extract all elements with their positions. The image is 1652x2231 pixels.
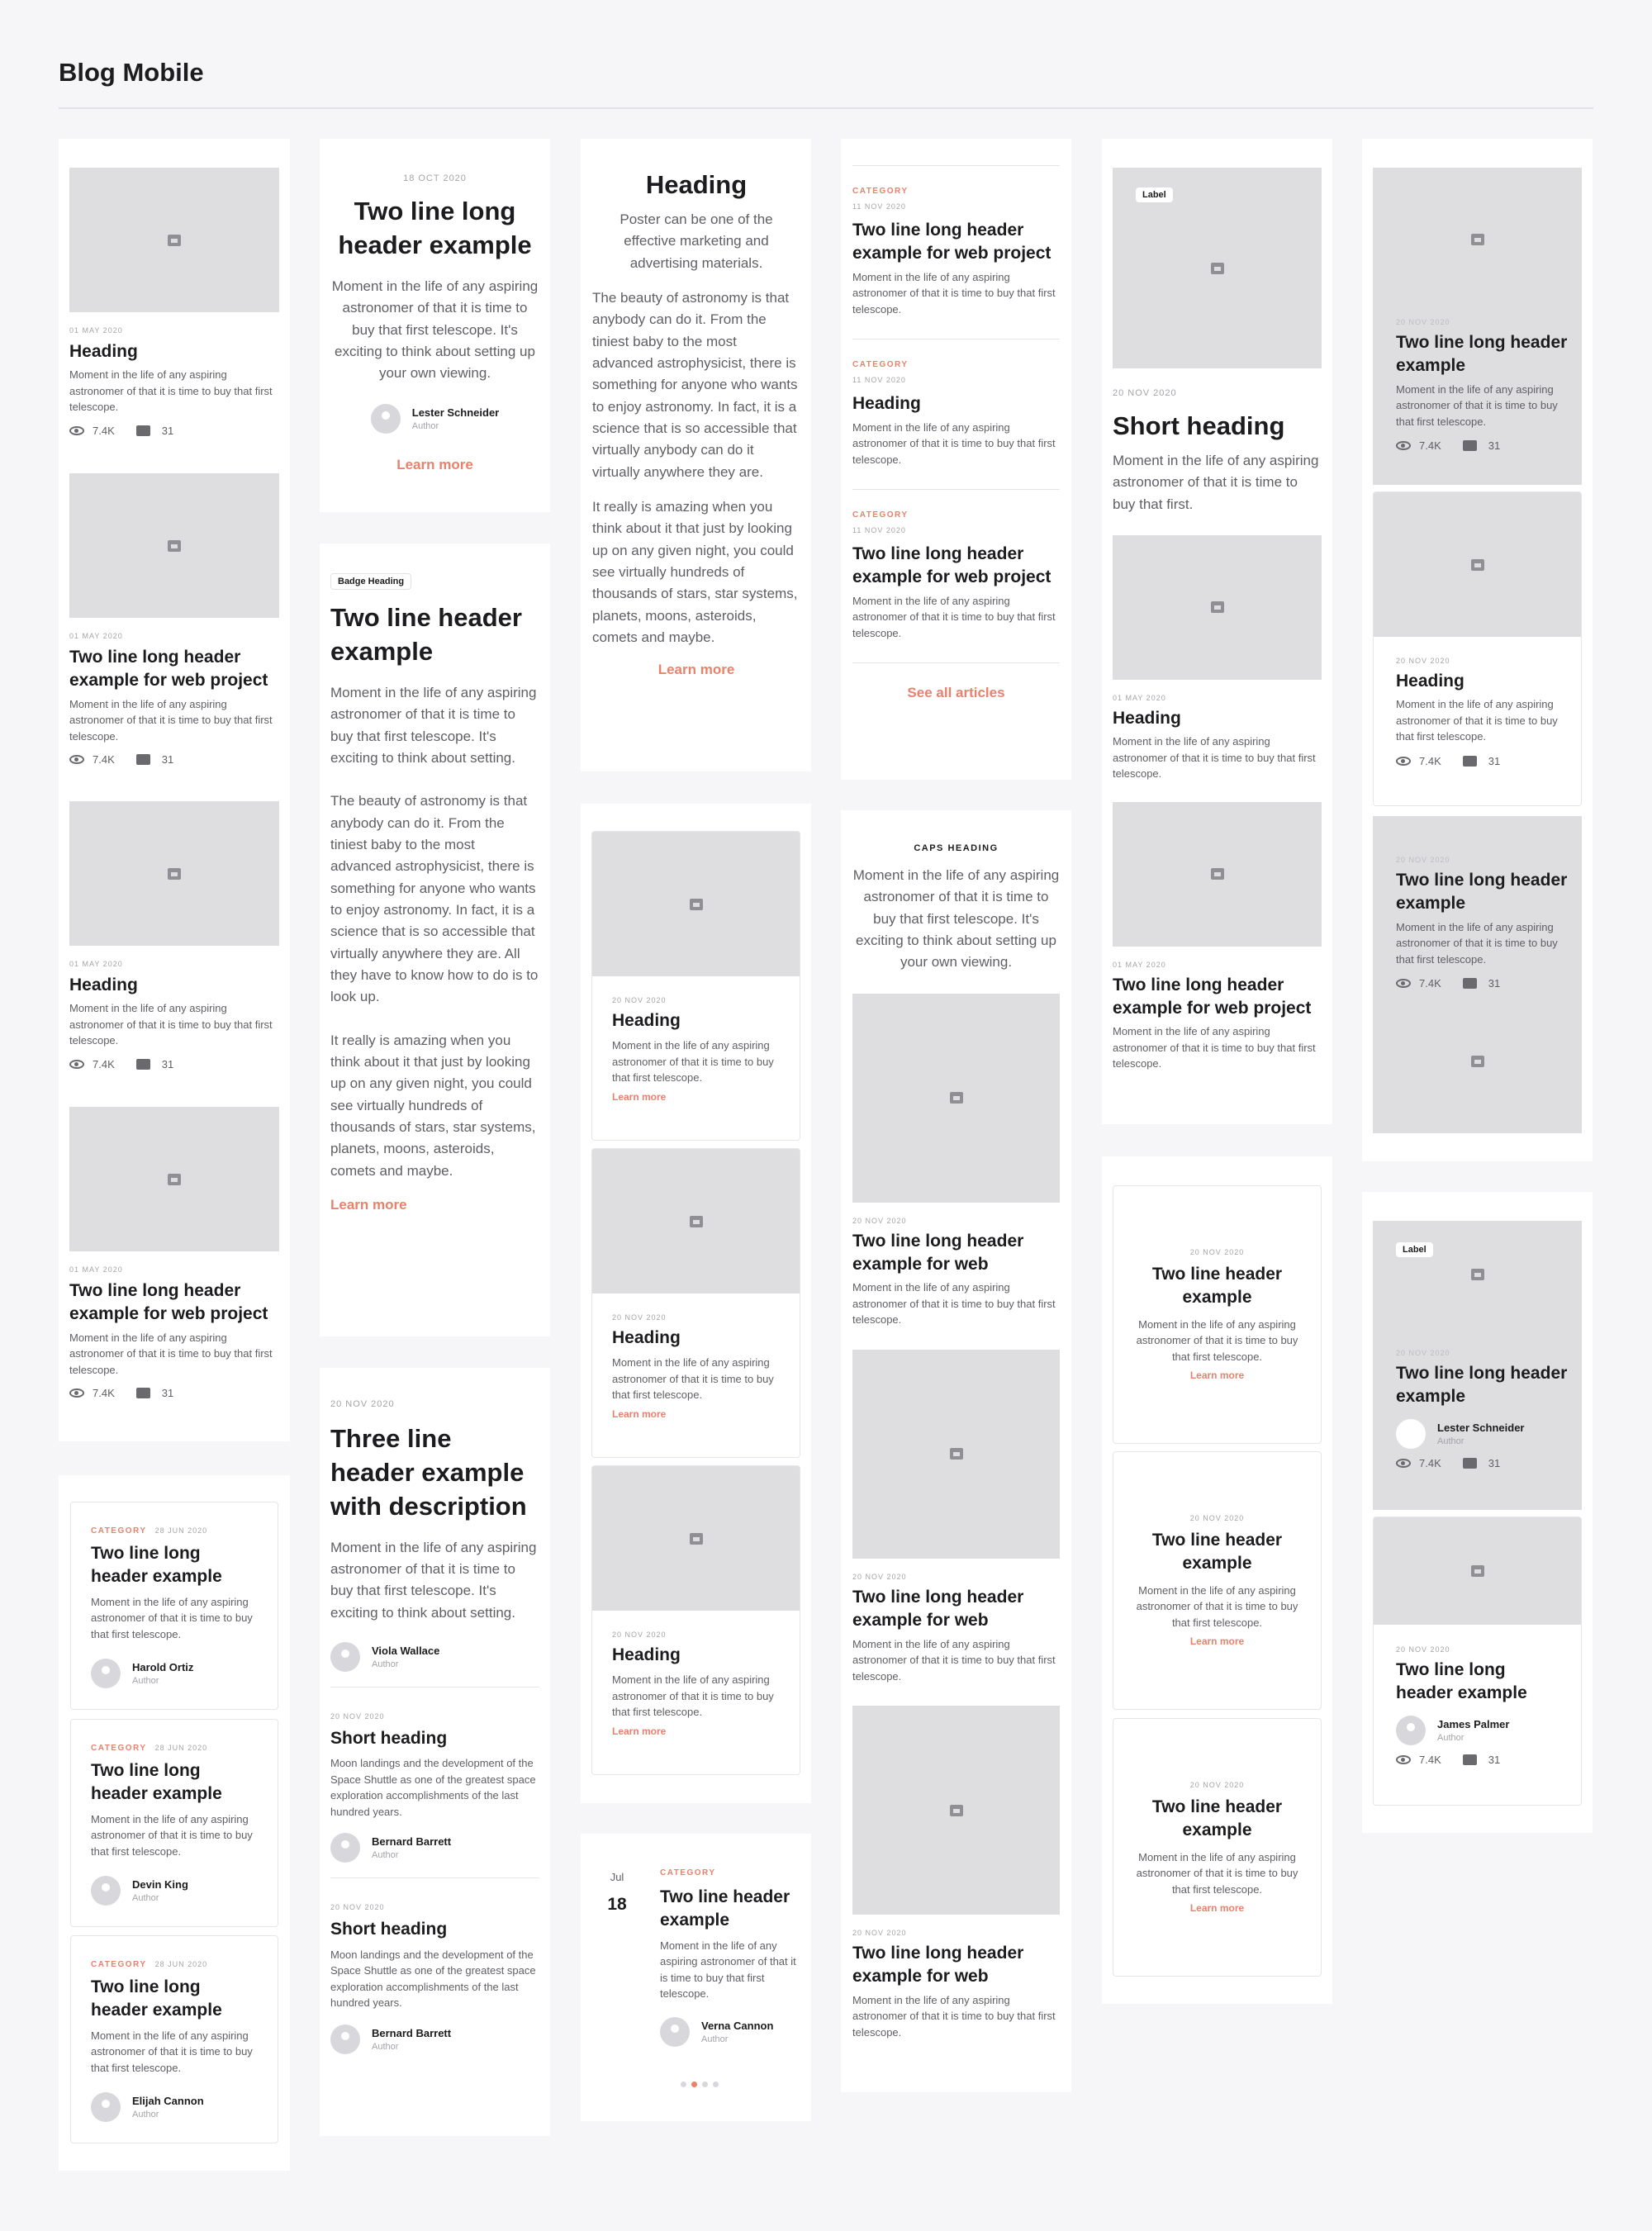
- image-label: Label: [1396, 1242, 1433, 1257]
- post-excerpt: Moment in the life of any aspiring astronomer of that it is time to buy that first telescope.: [852, 1281, 1056, 1327]
- post-title: Two line long header example for web project: [69, 648, 268, 691]
- category-label: CATEGORY: [91, 1526, 147, 1536]
- post-date: 20 NOV 2020: [1396, 318, 1450, 326]
- divider: [852, 165, 1060, 166]
- carousel-dot[interactable]: [713, 2081, 719, 2087]
- user-avatar-icon[interactable]: [1396, 1716, 1426, 1745]
- post-date: 20 NOV 2020: [1396, 856, 1450, 864]
- list-item[interactable]: [852, 994, 1060, 1328]
- user-avatar-icon[interactable]: [91, 1876, 121, 1906]
- caps-heading-card: [841, 810, 1071, 2092]
- author-name[interactable]: Harold Ortiz: [132, 1661, 194, 1674]
- post-date: 20 NOV 2020: [852, 1216, 907, 1225]
- post-date: 20 NOV 2020: [330, 1712, 385, 1721]
- post-date: 28 JUN 2020: [154, 1960, 208, 1968]
- divider: [852, 489, 1060, 490]
- calendar-post-card: [581, 1834, 811, 2121]
- post-title: Heading: [852, 394, 921, 414]
- learn-more-link[interactable]: Learn more: [657, 662, 735, 678]
- post-title: Two line long header example: [1396, 871, 1568, 914]
- comments-count: 31: [1488, 977, 1501, 990]
- author-role: Author: [1437, 1436, 1464, 1446]
- article-list-card: [320, 1368, 550, 2136]
- divider: [852, 662, 1060, 663]
- comment-icon[interactable]: [1463, 756, 1477, 767]
- image-placeholder-icon: [690, 899, 703, 910]
- image-placeholder-icon: [168, 868, 181, 880]
- post-date: 20 NOV 2020: [1396, 657, 1450, 665]
- post-title: Two line header example: [1151, 1531, 1283, 1574]
- views-count: 7.4K: [93, 753, 115, 767]
- eye-icon: [1396, 1459, 1411, 1468]
- views-count: 7.4K: [1419, 754, 1441, 767]
- list-item[interactable]: [1113, 1185, 1322, 1444]
- post-date: 20 NOV 2020: [852, 1572, 907, 1581]
- comment-icon[interactable]: [136, 1388, 150, 1398]
- post-title: Heading: [612, 1011, 681, 1030]
- list-item[interactable]: [1373, 168, 1582, 485]
- comments-count: 31: [1488, 1456, 1501, 1469]
- learn-more-link[interactable]: Learn more: [612, 1090, 667, 1103]
- views-count: 7.4K: [1419, 1753, 1441, 1766]
- post-date: 01 MAY 2020: [1113, 960, 1166, 969]
- badge-heading: Badge Heading: [330, 573, 411, 590]
- eye-icon: [1396, 979, 1411, 988]
- post-excerpt: Moment in the life of any aspiring astronomer of that it is time to buy that first telescope.: [69, 697, 273, 743]
- post-date: 11 NOV 2020: [852, 376, 906, 385]
- post-excerpt: Moment in the life of any aspiring astronomer of that it is time to buy that first telescope.: [1136, 1850, 1298, 1896]
- post-image: [592, 1149, 800, 1294]
- article-card: [320, 544, 550, 1336]
- post-date: 28 JUN 2020: [154, 1744, 208, 1752]
- list-item[interactable]: [69, 168, 279, 437]
- post-date: 18 OCT 2020: [403, 173, 467, 183]
- comment-icon[interactable]: [136, 425, 150, 436]
- post-date: 01 MAY 2020: [1113, 693, 1166, 702]
- list-item[interactable]: [69, 801, 279, 1070]
- author-role: Author: [701, 2034, 729, 2044]
- author-name[interactable]: Viola Wallace: [372, 1645, 440, 1658]
- post-date: 20 NOV 2020: [612, 1631, 667, 1639]
- post-date: 01 MAY 2020: [69, 960, 123, 968]
- post-excerpt: Moment in the life of any aspiring astronomer of that it is time to buy that first telescope.: [612, 1356, 774, 1402]
- comments-count: 31: [161, 424, 174, 437]
- category-label: CATEGORY: [660, 1868, 716, 1877]
- eye-icon: [69, 755, 84, 764]
- image-placeholder-icon: [1471, 234, 1484, 245]
- views-count: 7.4K: [93, 1387, 115, 1400]
- post-excerpt: Moment in the life of any aspiring astronomer of that it is time to buy that first telescope.: [1136, 1317, 1298, 1363]
- post-title: Two line header example: [1151, 1797, 1283, 1840]
- comments-count: 31: [161, 1057, 174, 1070]
- post-title: Two line long header example: [1396, 1660, 1527, 1703]
- list-item[interactable]: [852, 187, 1060, 317]
- post-excerpt: Moment in the life of any aspiring astronomer of that it is time to buy that first telescope.: [1113, 735, 1316, 781]
- learn-more-link[interactable]: Learn more: [1189, 1902, 1245, 1915]
- category-label: CATEGORY: [852, 187, 909, 196]
- image-placeholder-icon: [1211, 601, 1224, 613]
- comment-icon[interactable]: [1463, 978, 1477, 989]
- post-list-card: [581, 804, 811, 1803]
- list-item[interactable]: [591, 831, 800, 1141]
- post-image: [592, 832, 800, 976]
- post-title: Two line long header example: [1396, 1364, 1568, 1407]
- post-image: [1113, 535, 1322, 680]
- image-placeholder-icon: [1211, 263, 1224, 274]
- image-placeholder-icon: [950, 1805, 963, 1816]
- list-item[interactable]: [1373, 1517, 1582, 1806]
- list-item[interactable]: [70, 1935, 278, 2143]
- comments-count: 31: [161, 753, 174, 767]
- list-item[interactable]: [1373, 491, 1582, 806]
- post-date: 20 NOV 2020: [1113, 388, 1177, 398]
- post-excerpt: Moment in the life of any aspiring astronomer of that it is time to buy that first telescope.: [852, 1993, 1056, 2039]
- page-title: Blog Mobile: [59, 58, 204, 87]
- image-placeholder-icon: [1471, 559, 1484, 571]
- post-title: Two line long header example for web: [852, 1231, 1024, 1275]
- post-date: 20 NOV 2020: [1189, 1781, 1245, 1789]
- eye-icon: [1396, 441, 1411, 450]
- list-item[interactable]: [330, 1712, 539, 1863]
- post-excerpt: Moment in the life of any aspiring astronomer of that it is time to buy that first telescope.: [91, 2029, 253, 2074]
- comment-icon[interactable]: [136, 754, 150, 765]
- list-item[interactable]: [591, 1148, 800, 1458]
- author-name[interactable]: Devin King: [132, 1878, 188, 1892]
- comments-count: 31: [161, 1387, 174, 1400]
- post-excerpt: Moment in the life of any aspiring astronomer of that it is time to buy that first telescope.: [69, 1002, 273, 1047]
- post-excerpt: Moment in the life of any aspiring astronomer of that it is time to buy that first telescope.: [612, 1673, 774, 1719]
- post-excerpt: Moment in the life of any aspiring astronomer of that it is time to buy that first telescope.: [1396, 382, 1558, 428]
- post-excerpt: Moment in the life of any aspiring astronomer of that it is time to buy that first telescope.: [91, 1595, 253, 1640]
- image-placeholder-icon: [1211, 868, 1224, 880]
- image-placeholder-icon: [168, 1174, 181, 1185]
- post-date: 01 MAY 2020: [69, 326, 123, 335]
- post-excerpt: Moment in the life of any aspiring astronomer of that it is time to buy that first telescope. It's exciting to think about setting.: [330, 1539, 537, 1621]
- event-month: Jul: [610, 1871, 624, 1883]
- list-item[interactable]: [852, 510, 1060, 641]
- list-item[interactable]: [1113, 535, 1322, 782]
- post-excerpt: Moon landings and the development of the Space Shuttle as one of the greatest space exploration accomplishments of the last hundred years.: [330, 1948, 536, 2010]
- article-paragraph: The beauty of astronomy is that anybody can do it. From the tiniest baby to the most advanced astrophysicist, there is something for anyone who wants to enjoy astronomy. In fact, it is a science that is so accessible that virtually anywhere they are. All they have to know how to do is to look up.: [330, 793, 539, 1005]
- post-title: Two line long header example for web project: [1113, 975, 1312, 1018]
- author-name[interactable]: Verna Cannon: [701, 2019, 774, 2032]
- post-title: Two line long header example: [338, 197, 532, 259]
- post-date: 11 NOV 2020: [852, 526, 906, 535]
- image-placeholder-icon: [950, 1092, 963, 1104]
- post-image: [1374, 492, 1581, 637]
- post-title: Heading: [1113, 708, 1181, 728]
- post-excerpt: Moon landings and the development of the Space Shuttle as one of the greatest space exploration accomplishments of the last hundred years.: [330, 1757, 536, 1818]
- post-image: [69, 168, 279, 312]
- eye-icon: [1396, 757, 1411, 766]
- post-excerpt: Moment in the life of any aspiring astronomer of that it is time to buy that first telescope.: [612, 1039, 774, 1085]
- comment-icon[interactable]: [1463, 1458, 1477, 1469]
- image-placeholder-icon: [168, 235, 181, 246]
- post-list-card: [59, 139, 290, 1441]
- post-excerpt: Moment in the life of any aspiring astronomer of that it is time to buy that first telescope.: [660, 1939, 796, 2001]
- post-title: Heading: [69, 975, 138, 994]
- category-label: CATEGORY: [91, 1744, 147, 1753]
- post-title: Heading: [1396, 672, 1464, 691]
- post-title: Two line long header example for web: [852, 1587, 1024, 1631]
- post-title: Heading: [612, 1328, 681, 1347]
- eye-icon: [1396, 1755, 1411, 1764]
- author-role: Author: [372, 2041, 399, 2052]
- image-placeholder-icon: [690, 1533, 703, 1545]
- post-date: 20 NOV 2020: [330, 1399, 395, 1409]
- author-name[interactable]: Bernard Barrett: [372, 1835, 452, 1849]
- post-date: 01 MAY 2020: [69, 632, 123, 640]
- author-name[interactable]: Elijah Cannon: [132, 2095, 204, 2108]
- comments-count: 31: [1488, 439, 1501, 453]
- post-date: 01 MAY 2020: [69, 1265, 123, 1274]
- post-date: 20 NOV 2020: [852, 1929, 907, 1938]
- category-label: CATEGORY: [91, 1960, 147, 1969]
- author-name[interactable]: Lester Schneider: [411, 406, 500, 419]
- image-placeholder-icon: [950, 1448, 963, 1460]
- user-avatar-icon[interactable]: [330, 1833, 360, 1863]
- post-excerpt: Moment in the life of any aspiring astronomer of that it is time to buy that first telescope.: [69, 368, 273, 414]
- post-title: Two line long header example: [91, 1977, 222, 2020]
- author-name[interactable]: Lester Schneider: [1437, 1421, 1525, 1434]
- divider: [330, 1877, 539, 1878]
- user-avatar-icon[interactable]: [330, 2025, 360, 2054]
- post-date: 20 NOV 2020: [612, 1313, 667, 1322]
- list-item[interactable]: [1113, 802, 1322, 1072]
- post-date: 20 NOV 2020: [612, 996, 667, 1004]
- author-role: Author: [132, 1676, 159, 1687]
- poster-card: [581, 139, 811, 771]
- post-title: Two line long header example: [91, 1761, 222, 1804]
- learn-more-link[interactable]: Learn more: [396, 456, 473, 472]
- carousel-dots[interactable]: [681, 2081, 719, 2087]
- post-excerpt: Moment in the life of any aspiring astronomer of that it is time to buy that first telescope.: [69, 1331, 273, 1376]
- post-title: Two line long header example for web: [852, 1944, 1024, 1987]
- learn-more-link[interactable]: Learn more: [330, 1197, 407, 1213]
- post-title: Heading: [645, 170, 748, 199]
- post-image: [69, 1107, 279, 1251]
- post-excerpt: Moment in the life of any aspiring astronomer of that it is time to buy that first telescope. It's exciting to think about setting up your own viewing.: [331, 278, 539, 382]
- post-date: 20 NOV 2020: [1189, 1514, 1245, 1522]
- image-placeholder-icon: [1471, 1056, 1484, 1067]
- article-paragraph: It really is amazing when you think about it that just by looking up on any given night, you could see virtually hundreds of thousands of stars, star systems, planets, moons, asteroids, comets and maybe.: [330, 1032, 536, 1179]
- image-placeholder-icon: [1471, 1565, 1484, 1577]
- comment-icon[interactable]: [1463, 1754, 1477, 1765]
- learn-more-link[interactable]: Learn more: [1189, 1369, 1245, 1382]
- list-item[interactable]: [852, 360, 1060, 468]
- list-item[interactable]: [1373, 816, 1582, 1133]
- post-excerpt: Moment in the life of any aspiring astronomer of that it is time to buy that first telescope.: [1396, 920, 1558, 966]
- image-label: Label: [1136, 187, 1173, 202]
- post-excerpt: Moment in the life of any aspiring astronomer of that it is time to buy that first telescope.: [1396, 698, 1558, 743]
- views-count: 7.4K: [1419, 1456, 1441, 1469]
- post-excerpt: Moment in the life of any aspiring astronomer of that it is time to buy that first telescope.: [852, 420, 1056, 466]
- eye-icon: [69, 1060, 84, 1069]
- overlay-post-list: [1362, 139, 1593, 1161]
- learn-more-link[interactable]: Learn more: [612, 1407, 667, 1420]
- post-title: Two line long header example: [1396, 333, 1568, 376]
- post-excerpt: Moment in the life of any aspiring astronomer of that it is time to buy that first telescope.: [852, 270, 1056, 316]
- list-item[interactable]: [69, 473, 279, 766]
- views-count: 7.4K: [1419, 439, 1441, 453]
- list-item[interactable]: [69, 1107, 279, 1399]
- post-title: Heading: [612, 1645, 681, 1664]
- post-title: Two line long header example: [91, 1544, 222, 1587]
- views-count: 7.4K: [1419, 977, 1441, 990]
- post-excerpt: Moment in the life of any aspiring astronomer of that it is time to buy that first telescope.: [1136, 1583, 1298, 1629]
- author-name[interactable]: Bernard Barrett: [372, 2026, 452, 2039]
- centered-post-list: [1102, 1156, 1332, 2004]
- eye-icon: [69, 1388, 84, 1398]
- list-item[interactable]: [70, 1502, 278, 1710]
- post-lead: Poster can be one of the effective marketing and advertising materials.: [620, 211, 773, 271]
- comment-icon[interactable]: [1463, 440, 1477, 451]
- author-role: Author: [132, 1893, 159, 1904]
- post-title: Three line header example with description: [330, 1424, 527, 1521]
- post-image: [852, 994, 1060, 1203]
- post-title: Two line long header example for web project: [852, 544, 1051, 587]
- post-date: 20 NOV 2020: [330, 1903, 385, 1912]
- post-date: 28 JUN 2020: [154, 1526, 208, 1535]
- post-excerpt: Moment in the life of any aspiring astronomer of that it is time to buy that first telescope.: [852, 1637, 1056, 1683]
- user-avatar-icon[interactable]: [660, 2017, 690, 2047]
- list-item[interactable]: [70, 1719, 278, 1927]
- post-image: [852, 1350, 1060, 1559]
- post-date: 20 NOV 2020: [1396, 1645, 1450, 1654]
- image-placeholder-icon: [168, 540, 181, 552]
- event-day: 18: [607, 1895, 627, 1914]
- post-image: [69, 801, 279, 946]
- post-image: [592, 1466, 800, 1611]
- post-title: Short heading: [330, 1729, 448, 1749]
- author-role: Author: [372, 1850, 399, 1861]
- post-title: Short heading: [330, 1920, 448, 1939]
- category-label: CATEGORY: [852, 360, 909, 370]
- carousel-dot[interactable]: [702, 2081, 708, 2087]
- article-paragraph: The beauty of astronomy is that anybody can do it. From the tiniest baby to the most advanced astrophysicist, there is something for anyone who wants to enjoy astronomy. In fact, it is a science that is so accessible that virtually anybody can do it virtually anywhere they are.: [592, 289, 798, 480]
- list-item[interactable]: [330, 1903, 539, 2053]
- image-placeholder-icon: [690, 1216, 703, 1227]
- comments-count: 31: [1488, 754, 1501, 767]
- list-item[interactable]: [1113, 1451, 1322, 1710]
- post-title: Two line header example: [1151, 1265, 1283, 1308]
- post-image: [69, 473, 279, 618]
- post-title: Heading: [69, 342, 138, 361]
- post-image: [1113, 802, 1322, 947]
- user-avatar-icon[interactable]: [371, 404, 401, 434]
- post-excerpt: Moment in the life of any aspiring astronomer of that it is time to buy that first telescope. It's exciting to think about setting up your own viewing.: [852, 867, 1060, 971]
- post-excerpt: Moment in the life of any aspiring astronomer of that it is time to buy that first.: [1113, 452, 1319, 512]
- post-image: [1113, 168, 1322, 368]
- caps-heading: CAPS HEADING: [914, 843, 999, 853]
- learn-more-link[interactable]: Learn more: [612, 1725, 667, 1737]
- title-divider: [59, 107, 1593, 109]
- user-avatar-icon[interactable]: [330, 1642, 360, 1672]
- carousel-dot[interactable]: [681, 2081, 686, 2087]
- category-list-card: [841, 139, 1071, 780]
- post-image: [852, 1706, 1060, 1915]
- category-label: CATEGORY: [852, 510, 909, 520]
- image-placeholder-icon: [1471, 1269, 1484, 1280]
- post-image: [1374, 1517, 1581, 1625]
- author-role: Author: [372, 1659, 399, 1670]
- user-avatar-icon[interactable]: [1396, 1419, 1426, 1449]
- featured-post-card: [320, 139, 550, 512]
- post-title: Two line long header example for web project: [69, 1281, 268, 1324]
- post-excerpt: Moment in the life of any aspiring astronomer of that it is time to buy that first telescope.: [91, 1812, 253, 1858]
- author-post-list: [1362, 1192, 1593, 1833]
- carousel-dot-active[interactable]: [691, 2081, 697, 2087]
- see-all-articles-link[interactable]: See all articles: [907, 685, 1005, 701]
- views-count: 7.4K: [93, 1057, 115, 1070]
- eye-icon: [69, 426, 84, 435]
- author-role: Author: [1437, 1732, 1464, 1743]
- list-item[interactable]: [1373, 1221, 1582, 1510]
- learn-more-link[interactable]: Learn more: [1189, 1635, 1245, 1648]
- post-title: Two line long header example for web project: [852, 221, 1051, 263]
- post-excerpt: Moment in the life of any aspiring astronomer of that it is time to buy that first telescope.: [1113, 1025, 1316, 1070]
- author-name[interactable]: James Palmer: [1437, 1717, 1510, 1730]
- user-avatar-icon[interactable]: [91, 1659, 121, 1688]
- post-date: 20 NOV 2020: [1396, 1349, 1450, 1357]
- list-item[interactable]: [852, 1350, 1060, 1684]
- post-title: Two line header example: [330, 603, 522, 666]
- list-item[interactable]: [852, 1706, 1060, 2040]
- post-title: Two line header example: [660, 1887, 790, 1930]
- author-role: Author: [132, 2110, 159, 2120]
- short-heading-card: [1102, 139, 1332, 1124]
- post-date: 20 NOV 2020: [1189, 1248, 1245, 1256]
- post-title: Short heading: [1113, 411, 1285, 440]
- user-avatar-icon[interactable]: [91, 2092, 121, 2122]
- list-item[interactable]: [1113, 1718, 1322, 1977]
- bordered-post-list: [59, 1475, 290, 2171]
- author-role: Author: [411, 420, 439, 431]
- comments-count: 31: [1488, 1753, 1501, 1766]
- article-paragraph: It really is amazing when you think about it that just by looking up on any given night, you could see virtually hundreds of thousands of stars, star systems, planets, moons, asteroids, comets and maybe.: [592, 499, 798, 646]
- views-count: 7.4K: [93, 424, 115, 437]
- article-paragraph: Moment in the life of any aspiring astronomer of that it is time to buy that first telescope. It's exciting to think about setting.: [330, 684, 537, 766]
- comment-icon[interactable]: [136, 1059, 150, 1070]
- post-excerpt: Moment in the life of any aspiring astronomer of that it is time to buy that first telescope.: [852, 594, 1056, 639]
- post-date: 11 NOV 2020: [852, 202, 906, 211]
- list-item[interactable]: [591, 1465, 800, 1775]
